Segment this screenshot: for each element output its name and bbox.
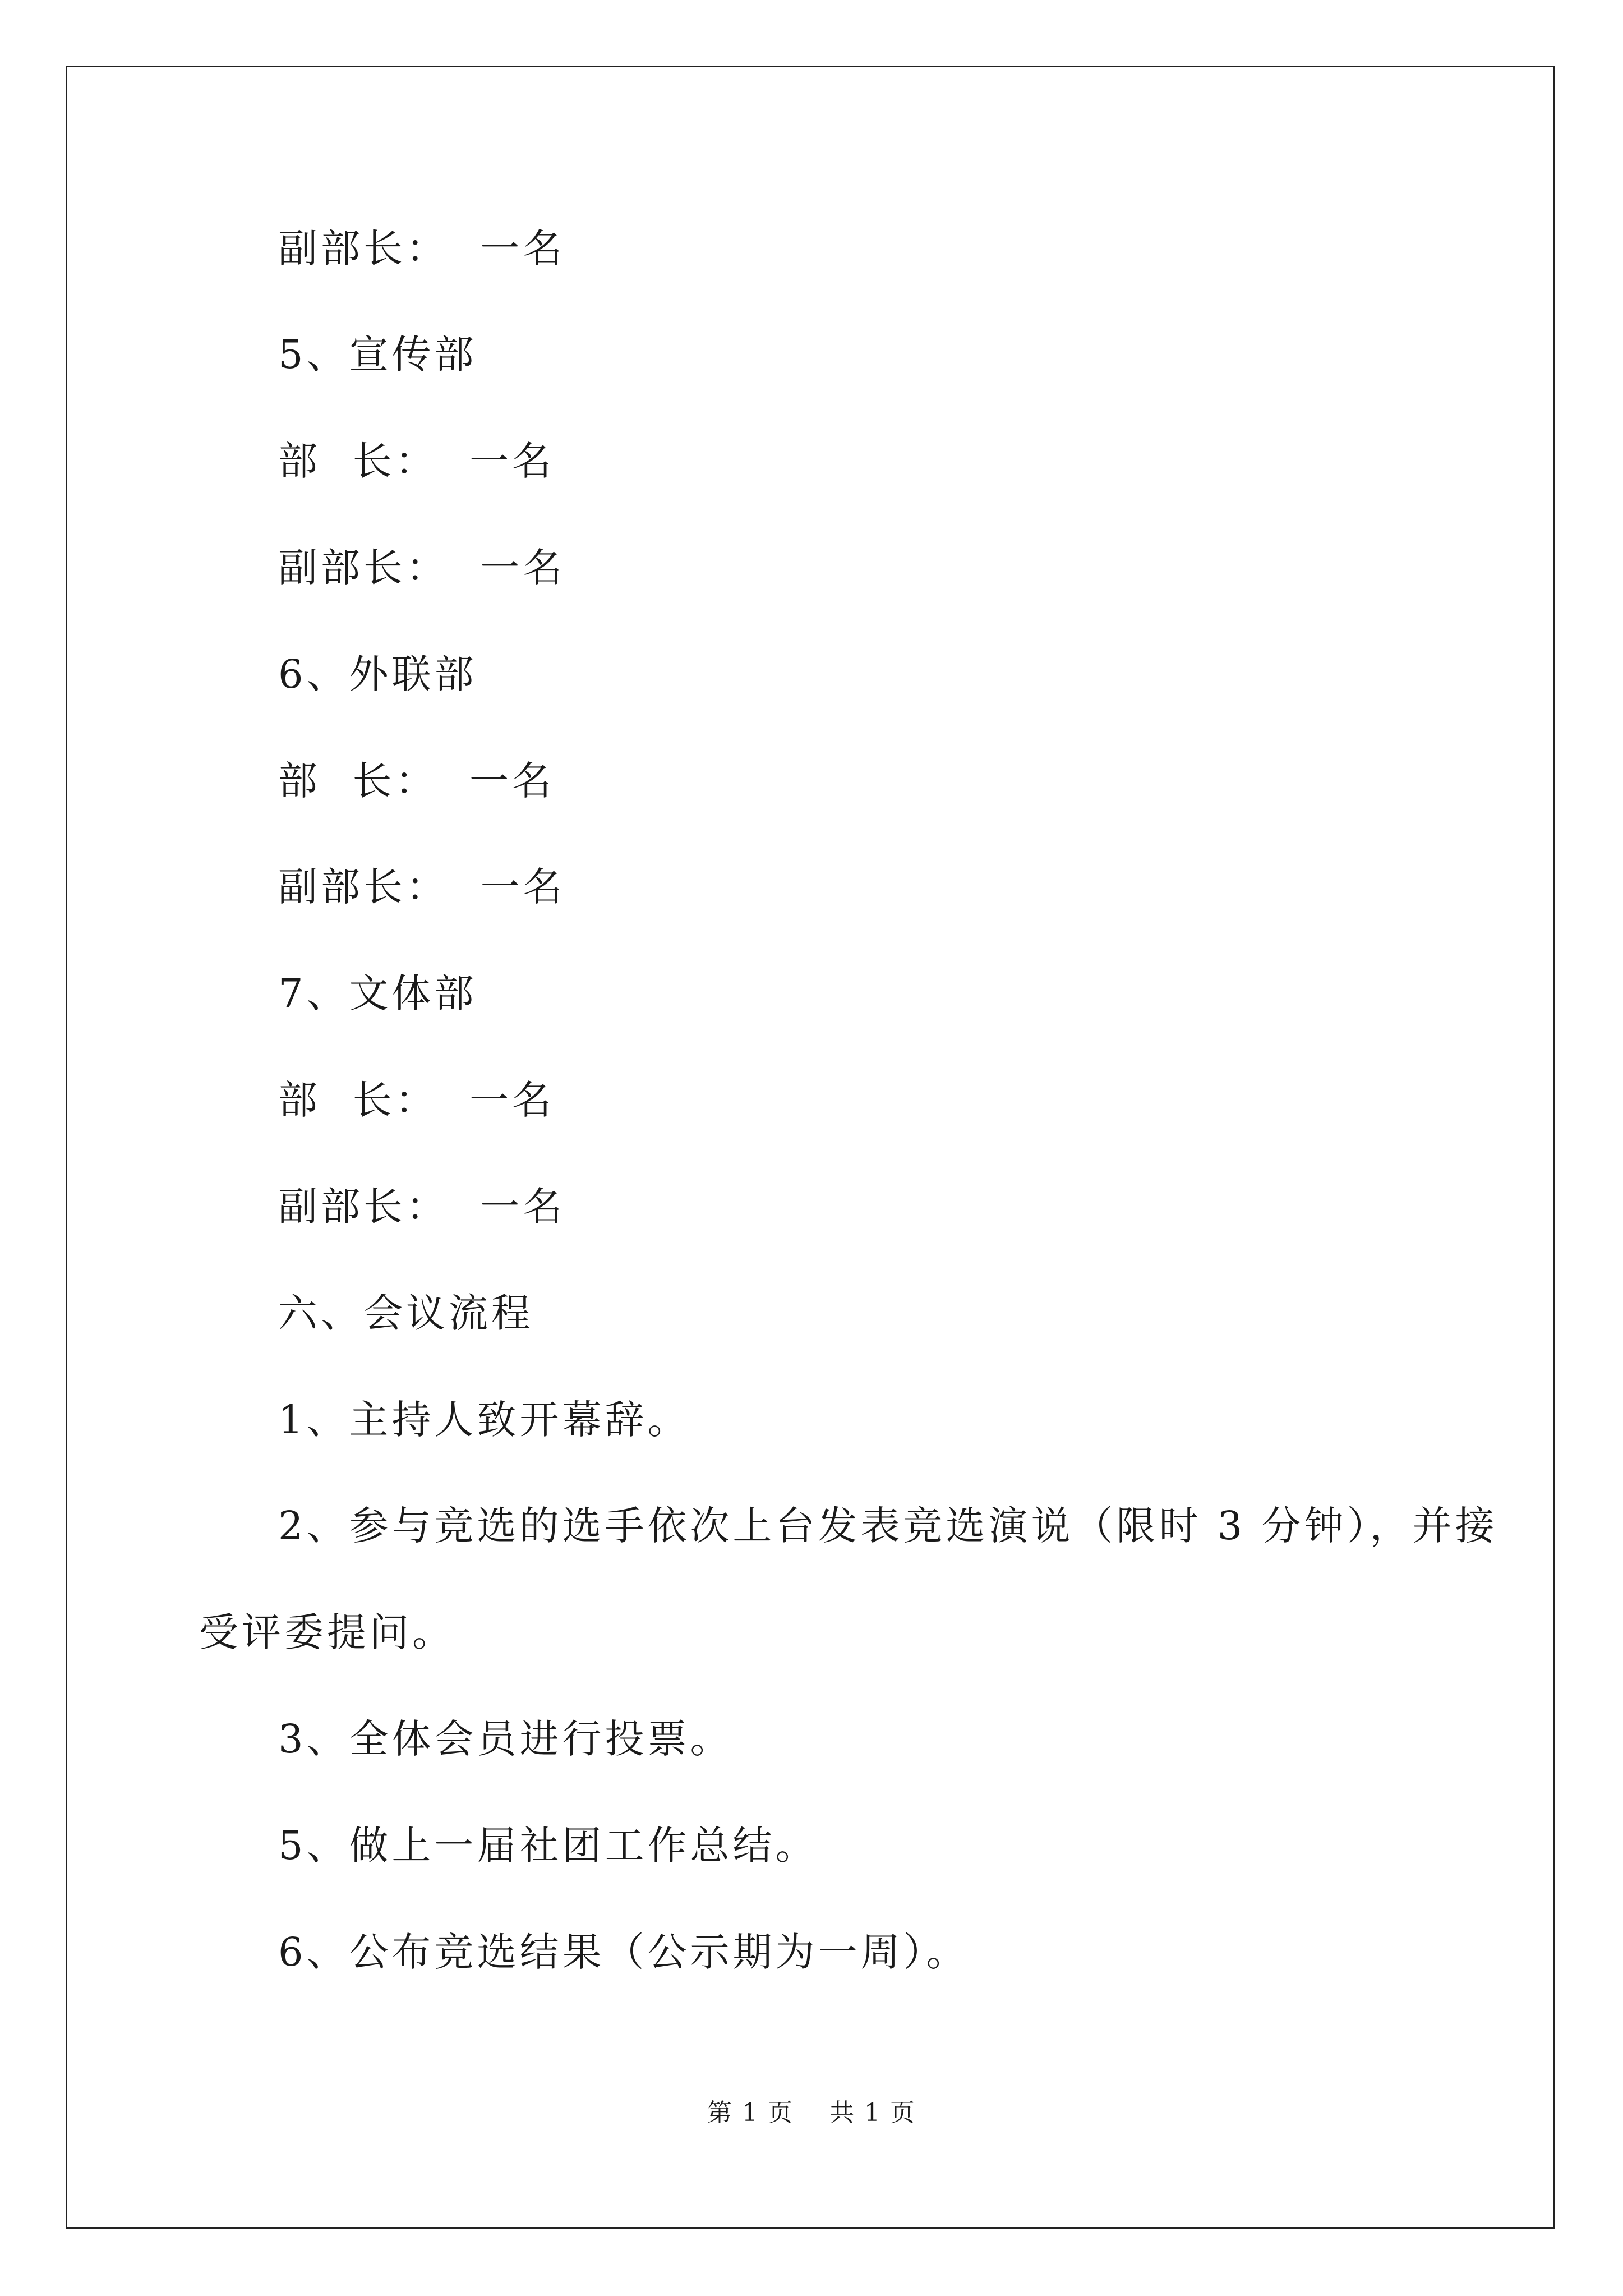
text-line: 部 长： 一名	[278, 1077, 555, 1123]
page-border	[66, 66, 1555, 2229]
text-line: 部 长： 一名	[278, 438, 555, 484]
text-line: 6、外联部	[278, 651, 477, 697]
text-line: 副部长： 一名	[278, 226, 566, 272]
text-line: 副部长： 一名	[278, 545, 566, 591]
text-line: 6、公布竞选结果（公示期为一周）。	[278, 1929, 969, 1975]
text-line: 7、文体部	[278, 970, 477, 1016]
text-line: 副部长： 一名	[278, 1184, 566, 1230]
text-line: 部 长： 一名	[278, 758, 555, 804]
page-number-footer: 第 1 页 共 1 页	[707, 2099, 916, 2127]
section-heading: 六、会议流程	[278, 1290, 534, 1336]
text-line: 1、主持人致开幕辞。	[278, 1397, 690, 1443]
text-line: 3、全体会员进行投票。	[278, 1716, 733, 1762]
text-line: 受评委提问。	[199, 1609, 455, 1655]
text-line: 2、参与竞选的选手依次上台发表竞选演说（限时 3 分钟），并接	[278, 1503, 1498, 1549]
text-line: 5、宣传部	[278, 332, 477, 378]
text-line: 5、做上一届社团工作总结。	[278, 1823, 818, 1869]
text-line: 副部长： 一名	[278, 864, 566, 910]
